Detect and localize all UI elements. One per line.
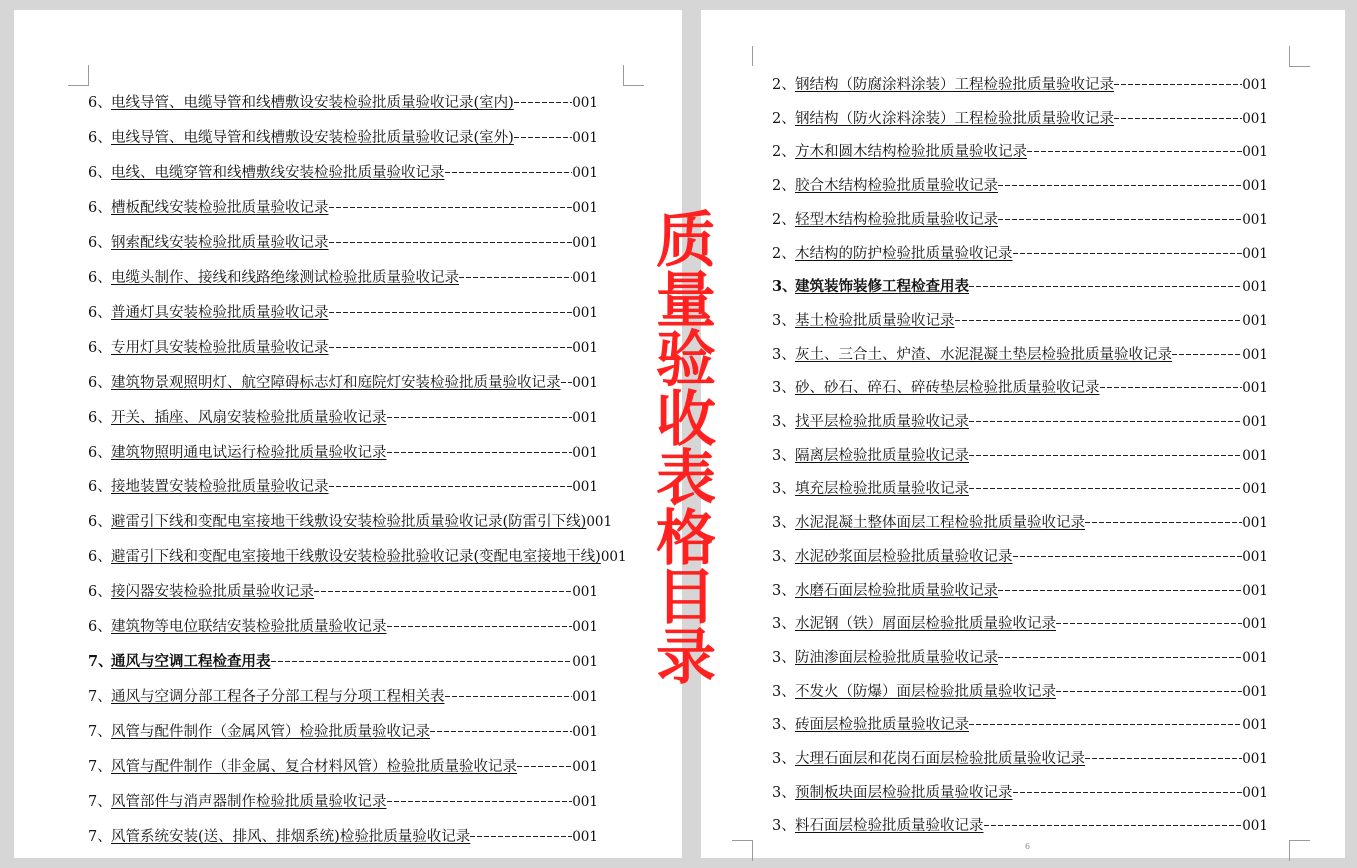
toc-entry-page: 001 [572, 828, 598, 845]
toc-entry-page: 001 [1242, 683, 1268, 700]
toc-entry-page: 001 [1242, 211, 1268, 228]
toc-entry-page: 001 [1242, 649, 1268, 666]
toc-entry-number: 2、 [772, 245, 796, 262]
toc-entry-link[interactable]: 风管与配件制作（金属风管）检验批质量验收记录 [111, 724, 430, 741]
toc-dot-leader [561, 382, 573, 383]
overlay-title-char: 验 [656, 325, 716, 395]
toc-entry-link[interactable]: 水泥混凝土整体面层工程检验批质量验收记录 [795, 515, 1085, 532]
toc-entry[interactable] [772, 107, 1268, 127]
toc-dot-leader [445, 172, 573, 173]
toc-entry[interactable] [772, 545, 1268, 565]
document-page-left [14, 10, 682, 858]
toc-entry-page: 001 [572, 479, 598, 496]
toc-entry[interactable] [88, 615, 598, 635]
toc-entry[interactable] [772, 444, 1268, 464]
toc-entry[interactable] [772, 814, 1268, 834]
toc-entry[interactable] [88, 91, 598, 111]
toc-entry-page: 001 [572, 339, 598, 356]
toc-entry[interactable] [772, 73, 1268, 93]
toc-entry-number: 6、 [88, 304, 112, 321]
toc-entry[interactable] [88, 720, 598, 740]
toc-entry-page: 001 [572, 724, 598, 741]
toc-entry[interactable] [88, 441, 598, 461]
toc-entry-link[interactable]: 风管部件与消声器制作检验批质量验收记录 [111, 794, 387, 810]
toc-dot-leader [998, 219, 1242, 220]
toc-entry-number: 7、 [88, 828, 112, 845]
toc-entry-number: 7、 [88, 759, 112, 776]
toc-dot-leader [387, 801, 573, 802]
toc-dot-leader [329, 242, 573, 243]
toc-dot-leader [998, 657, 1242, 658]
toc-entry-number: 6、 [88, 479, 112, 496]
toc-dot-leader [387, 417, 573, 418]
toc-entry-page: 001 [572, 269, 598, 286]
toc-entry[interactable] [88, 685, 598, 705]
toc-entry-link[interactable]: 电缆头制作、接线和线路绝缘测试检验批质量验收记录 [111, 269, 459, 286]
toc-entry-link[interactable]: 电线、电缆穿管和线槽敷线安装检验批质量验收记录 [111, 164, 445, 181]
toc-entry-page: 001 [1242, 582, 1268, 599]
toc-dot-leader [969, 421, 1242, 422]
toc-entry-number: 3、 [772, 481, 796, 498]
toc-entry-number: 6、 [88, 129, 112, 146]
toc-entry-link[interactable]: 找平层检验批质量验收记录 [795, 414, 969, 430]
overlay-title-char: 质 [656, 206, 716, 276]
toc-dot-leader [969, 286, 1242, 287]
toc-entry[interactable] [772, 511, 1268, 531]
toc-entry-number: 3、 [772, 515, 796, 532]
toc-entry-number: 6、 [88, 199, 112, 216]
toc-entry-number: 7、 [88, 724, 112, 741]
toc-entry-number: 2、 [772, 110, 796, 127]
toc-entry[interactable] [88, 475, 598, 495]
toc-entry[interactable] [772, 309, 1268, 329]
toc-entry-link[interactable]: 电线导管、电缆导管和线槽敷设安装检验批质量验收记录(室外) [111, 129, 514, 146]
toc-entry-page: 001 [572, 164, 598, 181]
toc-entry[interactable] [88, 510, 613, 531]
toc-entry-number: 3、 [772, 818, 796, 835]
toc-entry-link[interactable]: 隔离层检验批质量验收记录 [795, 447, 969, 464]
overlay-title [651, 206, 721, 693]
toc-dot-leader [1172, 354, 1242, 355]
document-page-right [701, 10, 1345, 858]
toc-entry-link[interactable]: 预制板块面层检验批质量验收记录 [795, 784, 1013, 801]
toc-entry-number: 3、 [772, 312, 796, 329]
toc-dot-leader [387, 626, 573, 627]
toc-entry-number: 7、 [88, 794, 112, 810]
toc-entry-number: 6、 [88, 95, 112, 111]
toc-entry-link[interactable]: 料石面层检验批质量验收记录 [795, 818, 984, 835]
toc-dot-leader [1013, 792, 1243, 793]
toc-entry-number: 3、 [772, 649, 796, 666]
toc-entry-link[interactable]: 灰土、三合土、炉渣、水泥混凝土垫层检验批质量验收记录 [795, 346, 1172, 363]
margin-corner-mark [732, 46, 753, 66]
toc-entry-number: 7、 [88, 653, 113, 671]
toc-dot-leader [1027, 151, 1242, 152]
toc-entry-page: 001 [572, 304, 598, 321]
toc-entry[interactable] [88, 266, 598, 286]
toc-entry[interactable] [772, 477, 1268, 497]
toc-entry-page: 001 [572, 689, 598, 706]
toc-entry[interactable] [772, 747, 1268, 767]
toc-dot-leader [969, 455, 1242, 456]
toc-entry-number: 6、 [88, 444, 112, 461]
toc-entry-page: 001 [1242, 515, 1268, 532]
toc-dot-leader [1056, 691, 1242, 692]
toc-dot-leader [329, 207, 573, 208]
toc-dot-leader [329, 486, 573, 487]
toc-entry[interactable] [772, 275, 1268, 295]
toc-dot-leader [955, 320, 1243, 321]
overlay-title-char: 录 [656, 622, 716, 693]
toc-entry-page: 001 [572, 794, 598, 810]
toc-entry-page: 001 [1242, 77, 1268, 93]
toc-entry-page: 001 [572, 654, 598, 671]
toc-entry-page: 001 [572, 95, 598, 111]
toc-entry-page: 001 [1242, 110, 1268, 127]
toc-entry-number: 3、 [772, 414, 796, 430]
toc-entry-number: 3、 [772, 278, 797, 296]
toc-entry-link[interactable]: 避雷引下线和变配电室接地干线敷设安装检验批验收记录(变配电室接地干线) [111, 549, 601, 566]
toc-entry[interactable] [772, 208, 1268, 228]
toc-entry-number: 3、 [772, 447, 796, 464]
toc-entry-number: 6、 [88, 339, 112, 356]
toc-entry-page: 001 [572, 619, 598, 636]
toc-entry-page: 001 [600, 549, 627, 566]
toc-entry[interactable] [88, 371, 598, 391]
toc-entry-number: 6、 [88, 619, 112, 636]
toc-entry-number: 3、 [772, 683, 796, 700]
toc-entry-page: 001 [1242, 481, 1268, 498]
toc-entry-number: 3、 [772, 784, 796, 801]
toc-entry-page: 001 [572, 409, 598, 426]
margin-corner-mark [732, 840, 753, 861]
toc-entry-page: 001 [1242, 245, 1268, 262]
toc-entry[interactable] [772, 612, 1268, 632]
toc-entry-link[interactable]: 水泥钢（铁）屑面层检验批质量验收记录 [795, 616, 1056, 633]
toc-entry-link[interactable]: 建筑物照明通电试运行检验批质量验收记录 [111, 444, 387, 461]
toc-entry-link[interactable]: 木结构的防护检验批质量验收记录 [795, 245, 1013, 262]
toc-entry-link[interactable]: 建筑物景观照明灯、航空障碍标志灯和庭院灯安装检验批质量验收记录 [111, 374, 561, 391]
toc-entry-page: 001 [1242, 144, 1268, 161]
toc-entry-link[interactable]: 大理石面层和花岗石面层检验批质量验收记录 [795, 751, 1085, 767]
toc-entry-link[interactable]: 不发火（防爆）面层检验批质量验收记录 [795, 683, 1056, 700]
toc-entry-page: 001 [1242, 312, 1268, 329]
toc-entry-link[interactable]: 电线导管、电缆导管和线槽敷设安装检验批质量验收记录(室内) [111, 95, 514, 111]
toc-dot-leader [514, 102, 572, 103]
toc-entry-page: 001 [1242, 548, 1268, 565]
toc-entry-page: 001 [1242, 178, 1268, 195]
toc-entry-link[interactable]: 建筑装饰装修工程检查用表 [795, 278, 969, 296]
toc-entry-number: 6、 [88, 269, 112, 286]
toc-dot-leader [998, 590, 1242, 591]
toc-entry-page: 001 [572, 129, 598, 146]
toc-dot-leader [329, 312, 573, 313]
toc-entry[interactable] [772, 680, 1268, 700]
toc-entry[interactable] [88, 545, 627, 566]
overlay-title-char: 目 [656, 563, 716, 633]
toc-entry[interactable] [88, 301, 598, 321]
toc-entry-number: 3、 [772, 582, 796, 599]
toc-dot-leader [514, 137, 572, 138]
toc-dot-leader [387, 452, 573, 453]
toc-entry-link[interactable]: 砖面层检验批质量验收记录 [795, 717, 969, 734]
toc-dot-leader [470, 836, 572, 837]
toc-entry-number: 2、 [772, 144, 796, 161]
toc-entry-page: 001 [572, 444, 598, 461]
toc-entry[interactable] [88, 650, 598, 670]
toc-entry-link[interactable]: 防油渗面层检验批质量验收记录 [795, 649, 998, 666]
toc-entry-page: 001 [1242, 784, 1268, 801]
toc-dot-leader [1114, 84, 1242, 85]
toc-entry-number: 6、 [88, 409, 112, 426]
toc-dot-leader [984, 825, 1243, 826]
toc-entry[interactable] [772, 343, 1268, 363]
toc-dot-leader [459, 277, 572, 278]
toc-entry-number: 6、 [88, 164, 112, 181]
toc-entry-page: 001 [586, 514, 613, 531]
toc-entry-link[interactable]: 水磨石面层检验批质量验收记录 [795, 582, 998, 599]
toc-entry-link[interactable]: 槽板配线安装检验批质量验收记录 [111, 199, 329, 216]
toc-entry-page: 001 [1242, 616, 1268, 633]
toc-entry-number: 3、 [772, 346, 796, 363]
toc-entry-number: 6、 [88, 234, 112, 251]
toc-entry[interactable] [88, 231, 598, 251]
toc-entry-number: 2、 [772, 211, 796, 228]
toc-entry-page: 001 [572, 584, 598, 601]
toc-entry-page: 001 [1242, 414, 1268, 430]
toc-entry[interactable] [88, 336, 598, 356]
toc-entry[interactable] [772, 646, 1268, 666]
toc-entry-page: 001 [572, 234, 598, 251]
toc-entry-link[interactable]: 普通灯具安装检验批质量验收记录 [111, 304, 329, 321]
toc-entry-page: 001 [1242, 717, 1268, 734]
toc-entry-link[interactable]: 接地装置安装检验批质量验收记录 [111, 479, 329, 496]
toc-dot-leader [969, 488, 1242, 489]
toc-entry[interactable] [772, 713, 1268, 733]
overlay-title-char: 量 [656, 265, 716, 336]
toc-entry-page: 001 [1242, 818, 1268, 835]
toc-entry[interactable] [88, 825, 598, 845]
toc-entry-number: 6、 [88, 514, 112, 531]
toc-entry-page: 001 [1242, 751, 1268, 767]
toc-entry-link[interactable]: 填充层检验批质量验收记录 [795, 481, 969, 498]
toc-entry-link[interactable]: 砂、砂石、碎石、碎砖垫层检验批质量验收记录 [795, 380, 1100, 397]
overlay-title-char: 格 [656, 503, 716, 574]
toc-entry-link[interactable]: 基土检验批质量验收记录 [795, 312, 955, 329]
toc-entry-link[interactable]: 通风与空调分部工程各子分部工程与分项工程相关表 [111, 689, 445, 706]
toc-entry-number: 6、 [88, 584, 112, 601]
margin-corner-mark [68, 65, 89, 86]
toc-entry[interactable] [88, 161, 598, 181]
toc-entry-link[interactable]: 钢索配线安装检验批质量验收记录 [111, 234, 329, 251]
toc-dot-leader [1013, 253, 1243, 254]
toc-entry-link[interactable]: 水泥砂浆面层检验批质量验收记录 [795, 548, 1013, 565]
toc-entry[interactable] [88, 126, 598, 146]
toc-dot-leader [1085, 522, 1242, 523]
margin-corner-mark [623, 65, 644, 86]
toc-entry[interactable] [772, 140, 1268, 160]
toc-dot-leader [271, 661, 573, 662]
toc-entry[interactable] [88, 755, 598, 775]
toc-entry-page: 001 [1242, 380, 1268, 397]
toc-entry-number: 3、 [772, 751, 796, 767]
toc-entry[interactable] [772, 410, 1268, 430]
overlay-title-char: 收 [656, 384, 716, 455]
toc-dot-leader [1085, 758, 1242, 759]
toc-entry[interactable] [88, 406, 598, 426]
toc-dot-leader [969, 724, 1242, 725]
toc-entry-page: 001 [1242, 279, 1268, 296]
toc-entry[interactable] [772, 376, 1268, 396]
toc-entry-page: 001 [572, 759, 598, 776]
toc-entry[interactable] [772, 242, 1268, 262]
toc-dot-leader [1013, 556, 1243, 557]
toc-entry-link[interactable]: 钢结构（防火涂料涂装）工程检验批质量验收记录 [795, 110, 1114, 127]
toc-entry-number: 6、 [88, 374, 112, 391]
toc-dot-leader [445, 696, 573, 697]
toc-entry-link[interactable]: 开关、插座、风扇安装检验批质量验收记录 [111, 409, 387, 426]
toc-entry-number: 3、 [772, 548, 796, 565]
toc-entry-page: 001 [572, 374, 598, 391]
page-number: 6 [1025, 842, 1031, 851]
toc-entry[interactable] [88, 196, 598, 216]
toc-entry-page: 001 [1242, 447, 1268, 464]
toc-entry-number: 7、 [88, 689, 112, 706]
toc-entry[interactable] [88, 790, 598, 810]
toc-entry-number: 6、 [88, 549, 112, 566]
toc-entry-page: 001 [1242, 346, 1268, 363]
toc-entry-link[interactable]: 方木和圆木结构检验批质量验收记录 [795, 144, 1027, 161]
toc-entry-link[interactable]: 接闪器安装检验批质量验收记录 [111, 584, 314, 601]
toc-entry-link[interactable]: 建筑物等电位联结安装检验批质量验收记录 [111, 619, 387, 636]
toc-entry-link[interactable]: 专用灯具安装检验批质量验收记录 [111, 339, 329, 356]
toc-entry-link[interactable]: 通风与空调工程检查用表 [111, 653, 271, 671]
toc-entry[interactable] [772, 579, 1268, 599]
toc-dot-leader [430, 731, 572, 732]
toc-entry-link[interactable]: 钢结构（防腐涂料涂装）工程检验批质量验收记录 [795, 77, 1114, 93]
toc-entry-link[interactable]: 轻型木结构检验批质量验收记录 [795, 211, 998, 228]
margin-corner-mark [1289, 840, 1310, 861]
margin-corner-mark [1289, 46, 1310, 67]
toc-dot-leader [1114, 118, 1242, 119]
toc-entry[interactable] [88, 580, 598, 600]
toc-dot-leader [329, 347, 573, 348]
toc-dot-leader [314, 591, 572, 592]
toc-entry-link[interactable]: 胶合木结构检验批质量验收记录 [795, 178, 998, 195]
toc-dot-leader [1100, 387, 1243, 388]
toc-entry-link[interactable]: 风管与配件制作（非金属、复合材料风管）检验批质量验收记录 [111, 759, 517, 776]
toc-entry-number: 2、 [772, 77, 796, 93]
toc-entry-number: 2、 [772, 178, 796, 195]
toc-entry-number: 3、 [772, 616, 796, 633]
toc-entry-link[interactable]: 风管系统安装(送、排风、排烟系统)检验批质量验收记录 [111, 828, 471, 845]
toc-entry-number: 3、 [772, 717, 796, 734]
toc-dot-leader [998, 185, 1242, 186]
toc-entry-number: 3、 [772, 380, 796, 397]
toc-dot-leader [1056, 623, 1242, 624]
toc-dot-leader [517, 766, 572, 767]
toc-entry[interactable] [772, 781, 1268, 801]
toc-entry-link[interactable]: 避雷引下线和变配电室接地干线敷设安装检验批质量验收记录(防雷引下线) [111, 514, 587, 531]
overlay-title-char: 表 [656, 444, 716, 514]
toc-entry[interactable] [772, 174, 1268, 194]
toc-entry-page: 001 [572, 199, 598, 216]
